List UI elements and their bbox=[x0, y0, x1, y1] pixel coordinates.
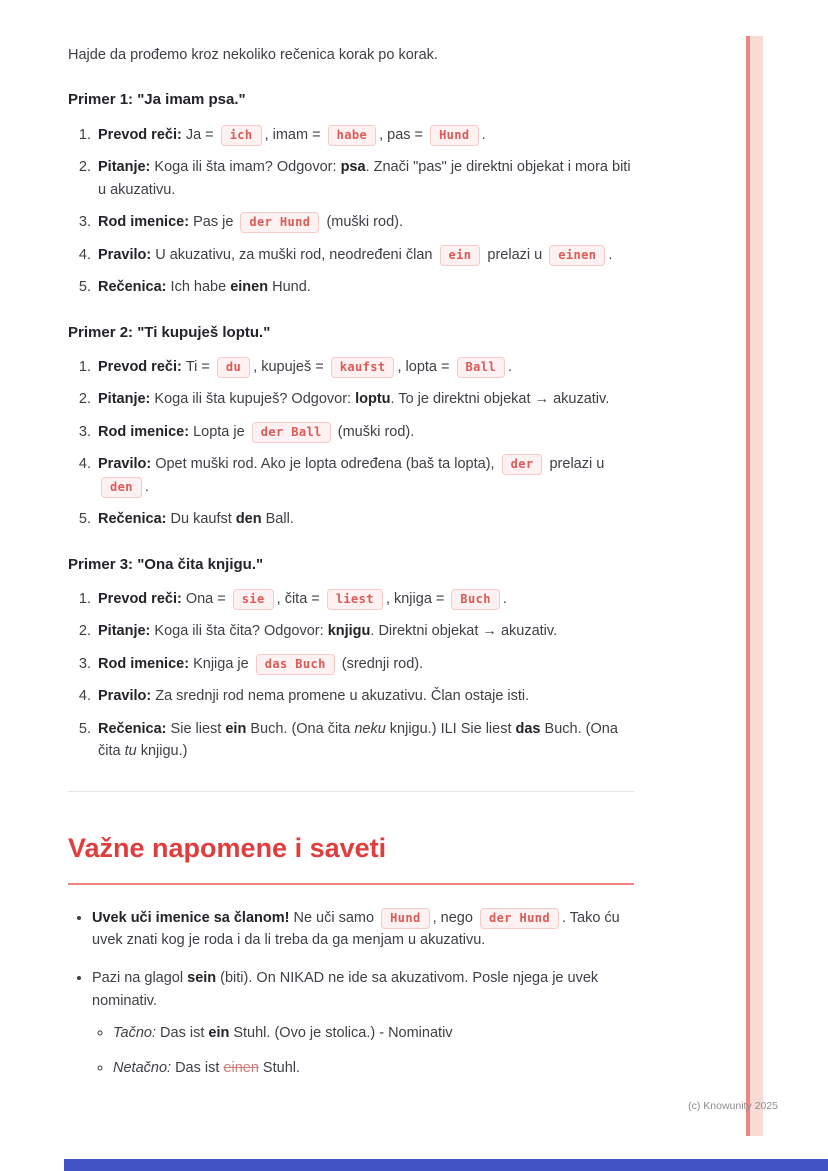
text-segment: prelazi u bbox=[483, 246, 547, 263]
example-section bbox=[68, 88, 634, 298]
text-segment: sein bbox=[187, 970, 217, 987]
example-step bbox=[95, 653, 634, 675]
text-segment: Pravilo: bbox=[98, 456, 156, 473]
text-segment: knjigu.) bbox=[136, 743, 188, 760]
code-token: habe bbox=[328, 125, 377, 146]
example-section bbox=[68, 553, 634, 763]
text-segment: Buch. (Ona čita bbox=[98, 720, 618, 760]
text-segment: Pravilo: bbox=[98, 246, 156, 263]
example-steps bbox=[68, 356, 634, 531]
text-segment: loptu bbox=[355, 391, 391, 408]
note-subitem bbox=[113, 1057, 634, 1079]
text-segment: Stuhl. bbox=[258, 1059, 301, 1076]
code-token: der Hund bbox=[480, 908, 559, 929]
text-segment: , knjiga = bbox=[385, 590, 449, 607]
examples-section bbox=[68, 88, 634, 762]
example-step bbox=[95, 388, 634, 410]
text-segment: Pravilo: bbox=[98, 688, 156, 705]
text-segment: (muški rod). bbox=[333, 423, 415, 440]
notes-list bbox=[68, 907, 634, 1080]
text-segment: tu bbox=[124, 743, 137, 760]
example-title: Primer 2: "Ti kupuješ loptu." bbox=[68, 323, 271, 341]
example-step bbox=[95, 508, 634, 530]
text-segment: . bbox=[481, 126, 486, 143]
text-segment: Lopta je bbox=[193, 423, 249, 440]
text-segment: Prevod reči: bbox=[98, 126, 186, 143]
text-segment: einen bbox=[223, 1059, 259, 1076]
text-segment: Rečenica: bbox=[98, 720, 171, 737]
text-segment: Ich habe bbox=[170, 279, 231, 296]
text-segment: Du kaufst bbox=[170, 511, 236, 528]
example-step bbox=[95, 244, 634, 266]
text-segment: Rečenica: bbox=[98, 279, 171, 296]
notes-heading: Važne napomene i saveti bbox=[68, 828, 634, 885]
text-segment: Uvek uči imenice sa članom! bbox=[92, 909, 290, 926]
code-token: Ball bbox=[457, 357, 506, 378]
example-step bbox=[95, 718, 634, 763]
text-segment: U akuzativu, za muški rod, neodređeni član bbox=[155, 246, 437, 263]
text-segment: knjigu.) ILI Sie liest bbox=[385, 720, 516, 737]
text-segment: Knjiga je bbox=[193, 655, 253, 672]
text-segment: psa bbox=[340, 159, 366, 176]
example-section bbox=[68, 321, 634, 531]
example-title: Primer 1: "Ja imam psa." bbox=[68, 91, 246, 109]
text-segment: , lopta = bbox=[397, 358, 454, 375]
code-token: Buch bbox=[451, 589, 500, 610]
text-segment: (muški rod). bbox=[322, 214, 403, 231]
text-segment: Sie liest bbox=[170, 720, 226, 737]
text-segment: Ona = bbox=[185, 590, 230, 607]
text-segment: , kupuješ = bbox=[253, 358, 328, 375]
text-segment: Koga ili šta čita? Odgovor: bbox=[154, 623, 328, 640]
text-segment: Prevod reči: bbox=[98, 590, 186, 607]
code-token: sie bbox=[233, 589, 274, 610]
text-segment: Ja = bbox=[185, 126, 218, 143]
code-token: einen bbox=[549, 245, 605, 266]
code-token: du bbox=[217, 357, 250, 378]
example-step bbox=[95, 453, 634, 498]
code-token: das Buch bbox=[256, 654, 335, 675]
text-segment: knjigu bbox=[327, 623, 371, 640]
text-segment: Za srednji rod nema promene u akuzativu. Član ostaje isti. bbox=[155, 688, 530, 705]
text-segment: , pas = bbox=[379, 126, 428, 143]
text-segment: . Znači "pas" je direktni objekat i mora biti u akuzativu. bbox=[98, 159, 631, 198]
text-segment: das bbox=[515, 720, 541, 737]
text-segment: Koga ili šta kupuješ? Odgovor: bbox=[154, 391, 356, 408]
text-segment: Prevod reči: bbox=[98, 358, 186, 375]
text-segment: den bbox=[235, 511, 262, 528]
example-step bbox=[95, 276, 634, 298]
text-segment: Buch. (Ona čita bbox=[246, 720, 355, 737]
example-step bbox=[95, 421, 634, 443]
example-step bbox=[95, 211, 634, 233]
text-segment: Rod imenice: bbox=[98, 423, 194, 440]
text-segment: ein bbox=[225, 720, 247, 737]
code-token: ich bbox=[221, 125, 262, 146]
code-token: kaufst bbox=[331, 357, 395, 378]
example-step bbox=[95, 588, 634, 610]
text-segment: Rod imenice: bbox=[98, 214, 194, 231]
note-item bbox=[92, 907, 634, 952]
text-segment: . bbox=[502, 590, 507, 607]
text-segment: , imam = bbox=[264, 126, 325, 143]
text-segment: Rečenica: bbox=[98, 511, 171, 528]
code-token: den bbox=[101, 477, 142, 498]
code-token: der bbox=[502, 454, 543, 475]
text-segment: prelazi u bbox=[545, 456, 605, 473]
note-subitems bbox=[92, 1022, 634, 1079]
example-step bbox=[95, 156, 634, 201]
text-segment: Rod imenice: bbox=[98, 655, 194, 672]
text-segment: neku bbox=[354, 720, 386, 737]
example-steps bbox=[68, 588, 634, 763]
text-segment: (srednji rod). bbox=[337, 655, 424, 672]
text-segment: . Tako ću uvek znati kog je roda i da li treba da ga menjam u akuzativu. bbox=[92, 909, 620, 948]
section-divider bbox=[68, 791, 634, 792]
text-segment: Ti = bbox=[185, 358, 214, 375]
text-segment: Pitanje: bbox=[98, 391, 155, 408]
code-token: der Ball bbox=[252, 422, 331, 443]
text-segment: Ne uči samo bbox=[289, 909, 379, 926]
text-segment: . bbox=[608, 246, 613, 263]
text-segment: Ball. bbox=[261, 511, 294, 528]
text-segment: einen bbox=[230, 279, 269, 296]
page-edge-stripe bbox=[746, 36, 763, 1136]
text-segment: . bbox=[144, 478, 149, 495]
copyright-text: (c) Knowunity 2025 bbox=[688, 1100, 778, 1112]
note-item bbox=[92, 967, 634, 1079]
code-token: liest bbox=[327, 589, 383, 610]
example-title: Primer 3: "Ona čita knjigu." bbox=[68, 555, 264, 573]
example-step bbox=[95, 356, 634, 378]
code-token: ein bbox=[440, 245, 481, 266]
text-segment: . bbox=[508, 358, 513, 375]
document-content bbox=[68, 44, 634, 1095]
text-segment: Pas je bbox=[193, 214, 238, 231]
text-segment: Das ist bbox=[156, 1025, 209, 1042]
text-segment: Pitanje: bbox=[98, 623, 155, 640]
text-segment: Pazi na glagol bbox=[92, 970, 188, 987]
code-token: Hund bbox=[430, 125, 479, 146]
example-steps bbox=[68, 124, 634, 299]
note-subitem bbox=[113, 1022, 634, 1044]
text-segment: . To je direktni objekat → akuzativ. bbox=[390, 391, 610, 408]
text-segment: Opet muški rod. Ako je lopta određena (baš ta lopta), bbox=[155, 456, 499, 473]
example-step bbox=[95, 620, 634, 642]
text-segment: Netačno: bbox=[113, 1059, 172, 1076]
code-token: Hund bbox=[381, 908, 430, 929]
text-segment: (biti). On NIKAD ne ide sa akuzativom. Posle njega je uvek nominativ. bbox=[92, 970, 599, 1009]
text-segment: Das ist bbox=[171, 1059, 224, 1076]
text-segment: , čita = bbox=[276, 590, 324, 607]
example-step bbox=[95, 124, 634, 146]
text-segment: . Direktni objekat → akuzativ. bbox=[370, 623, 558, 640]
text-segment: Stuhl. (Ovo je stolica.) - Nominativ bbox=[229, 1025, 453, 1042]
example-step bbox=[95, 685, 634, 707]
text-segment: ein bbox=[208, 1025, 230, 1042]
text-segment: , nego bbox=[432, 909, 477, 926]
text-segment: Tačno: bbox=[113, 1025, 156, 1042]
text-segment: Pitanje: bbox=[98, 159, 155, 176]
text-segment: Hund. bbox=[268, 279, 311, 296]
bottom-accent-bar bbox=[64, 1159, 828, 1171]
text-segment: Koga ili šta imam? Odgovor: bbox=[154, 159, 341, 176]
intro-text: Hajde da prođemo kroz nekoliko rečenica korak po korak. bbox=[68, 47, 438, 63]
code-token: der Hund bbox=[240, 212, 319, 233]
